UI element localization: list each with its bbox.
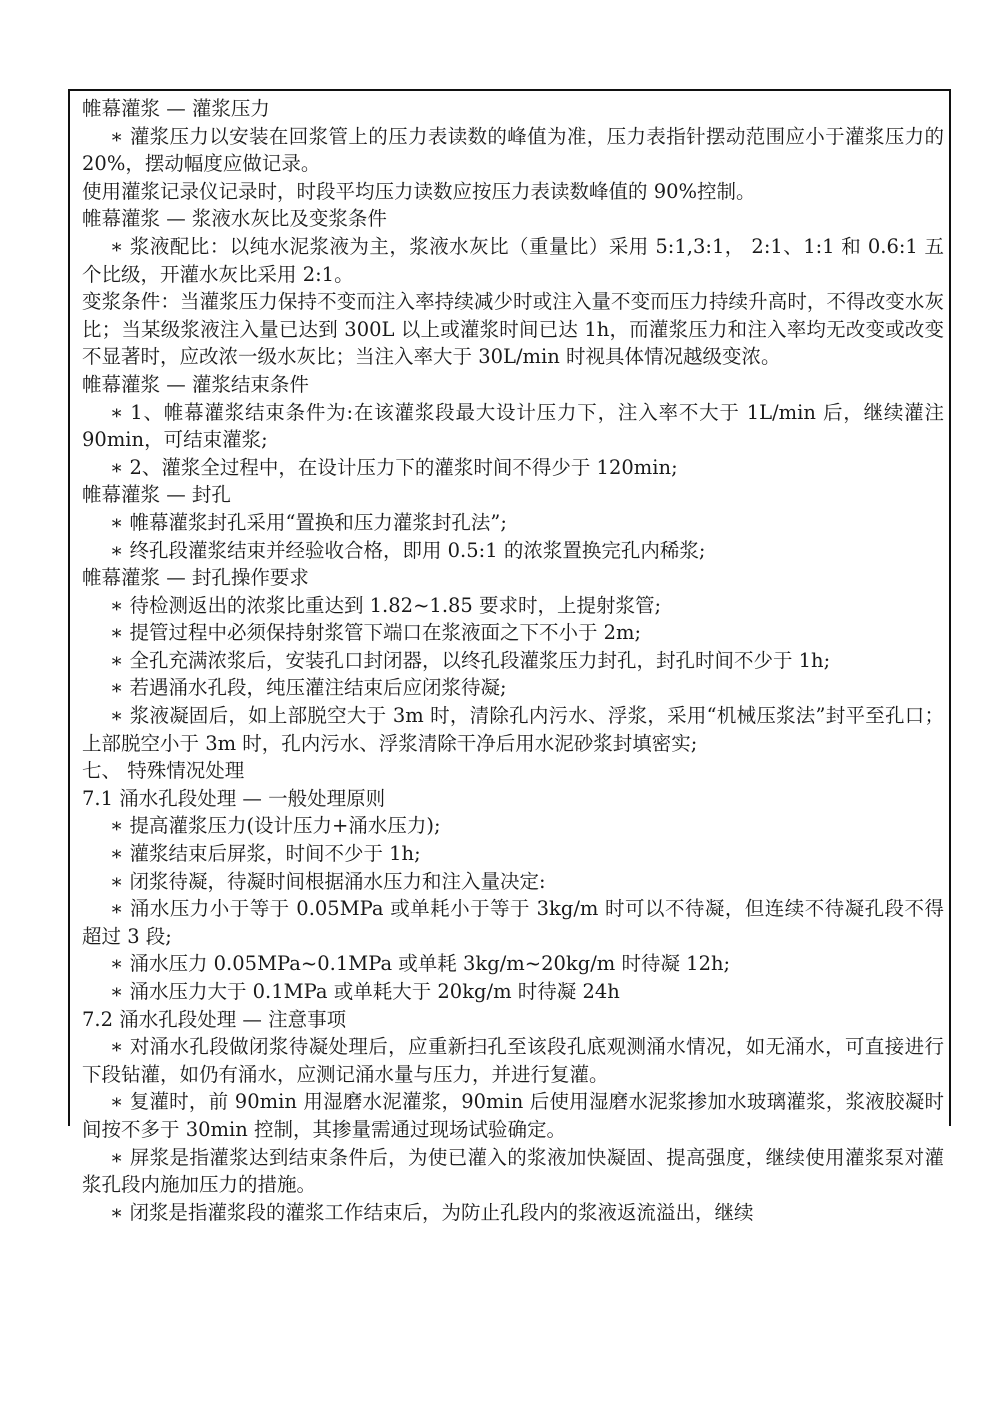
bullet-medium-gushing: ∗ 涌水压力 0.05MPa~0.1MPa 或单耗 3kg/m~20kg/m 时待凝 12h; <box>110 952 731 976</box>
heading-special-cases: 七、 特殊情况处理 <box>82 759 245 783</box>
bullet-pressure-gauge: ∗ 灌浆压力以安装在回浆管上的压力表读数的峰值为准，压力表指针摆动范围应小于灌浆压力的 20%，摆动幅度应做记录。 <box>82 124 944 176</box>
bullet-density-check: ∗ 待检测返出的浓浆比重达到 1.82~1.85 要求时，上提射浆管; <box>110 593 662 617</box>
heading-7-2-notes: 7.2 涌水孔段处理 — 注意事项 <box>82 1007 347 1031</box>
paragraph-change-conditions: 变浆条件：当灌浆压力保持不变而注入率持续减少时或注入量不变而压力持续升高时，不得改变水灰比；当某级浆液注入量已达到 300L 以上或灌浆时间已达 1h，而灌浆压力和注入率均无改变或改变不显著时，应改浓一级水灰比；当注入率大于 30L/min 时视具体情况越级变浓。 <box>82 290 944 369</box>
paragraph-recorder-pressure: 使用灌浆记录仪记录时，时段平均压力读数应按压力表读数峰值的 90%控制。 <box>82 179 756 203</box>
heading-7-1-general-principles: 7.1 涌水孔段处理 — 一般处理原则 <box>82 786 386 810</box>
heading-sealing-requirements: 帷幕灌浆 — 封孔操作要求 <box>82 566 309 590</box>
bullet-pressure-holding-definition: ∗ 屏浆是指灌浆达到结束条件后，为使已灌入的浆液加快凝固、提高强度，继续使用灌浆泵对灌浆孔段内施加压力的措施。 <box>82 1145 944 1197</box>
bullet-pipe-lifting: ∗ 提管过程中必须保持射浆管下端口在浆液面之下不小于 2m; <box>110 621 642 645</box>
heading-end-conditions: 帷幕灌浆 — 灌浆结束条件 <box>82 372 309 396</box>
bullet-regrouting: ∗ 复灌时，前 90min 用湿磨水泥灌浆，90min 后使用湿磨水泥浆掺加水玻璃灌浆，浆液胶凝时间按不多于 30min 控制，其掺量需通过现场试验确定。 <box>82 1090 944 1141</box>
bullet-after-setting: ∗ 浆液凝固后，如上部脱空大于 3m 时，清除孔内污水、浮浆，采用“机械压浆法”封平至孔口；上部脱空小于 3m 时，孔内污水、浮浆清除干净后用水泥砂浆封填密实; <box>82 704 944 755</box>
bullet-end-condition-2: ∗ 2、灌浆全过程中，在设计压力下的灌浆时间不得少于 120min; <box>110 455 678 479</box>
bullet-gushing-section: ∗ 若遇涌水孔段，纯压灌注结束后应闭浆待凝; <box>110 676 507 700</box>
heading-water-cement-ratio: 帷幕灌浆 — 浆液水灰比及变浆条件 <box>82 207 387 231</box>
bullet-raise-pressure: ∗ 提高灌浆压力(设计压力+涌水压力); <box>110 814 441 838</box>
bullet-full-hole-sealing: ∗ 全孔充满浓浆后，安装孔口封闭器，以终孔段灌浆压力封孔，封孔时间不少于 1h; <box>110 648 831 672</box>
bullet-hold-pressure: ∗ 灌浆结束后屏浆，时间不少于 1h; <box>110 842 421 866</box>
bullet-slurry-ratio: ∗ 浆液配比：以纯水泥浆液为主，浆液水灰比（重量比）采用 5:1,3:1， 2:1、1:1 和 0.6:1 五个比级，开灌水灰比采用 2:1。 <box>82 234 944 286</box>
bullet-sealing-replacement: ∗ 终孔段灌浆结束并经验收合格，即用 0.5:1 的浓浆置换完孔内稀浆; <box>110 538 706 562</box>
heading-grouting-pressure: 帷幕灌浆 — 灌浆压力 <box>82 97 270 120</box>
document-body <box>82 95 944 1226</box>
bullet-closing-definition: ∗ 闭浆是指灌浆段的灌浆工作结束后，为防止孔段内的浆液返流溢出，继续 <box>110 1200 754 1224</box>
bullet-end-condition-1: ∗ 1、帷幕灌浆结束条件为:在该灌浆段最大设计压力下，注入率不大于 1L/min 后，继续灌注 90min，可结束灌浆; <box>82 400 944 452</box>
heading-hole-sealing: 帷幕灌浆 — 封孔 <box>82 483 231 507</box>
document-frame <box>68 89 951 1224</box>
bullet-closed-waiting: ∗ 闭浆待凝，待凝时间根据涌水压力和注入量决定: <box>110 869 546 893</box>
bullet-sealing-method: ∗ 帷幕灌浆封孔采用“置换和压力灌浆封孔法”; <box>110 510 507 534</box>
bullet-high-gushing: ∗ 涌水压力大于 0.1MPa 或单耗大于 20kg/m 时待凝 24h <box>110 980 620 1003</box>
bullet-low-gushing: ∗ 涌水压力小于等于 0.05MPa 或单耗小于等于 3kg/m 时可以不待凝，但连续不待凝孔段不得超过 3 段; <box>82 897 944 948</box>
bullet-rescan-hole: ∗ 对涌水孔段做闭浆待凝处理后，应重新扫孔至该段孔底观测涌水情况，如无涌水，可直接进行下段钻灌，如仍有涌水，应测记涌水量与压力，并进行复灌。 <box>82 1035 944 1086</box>
